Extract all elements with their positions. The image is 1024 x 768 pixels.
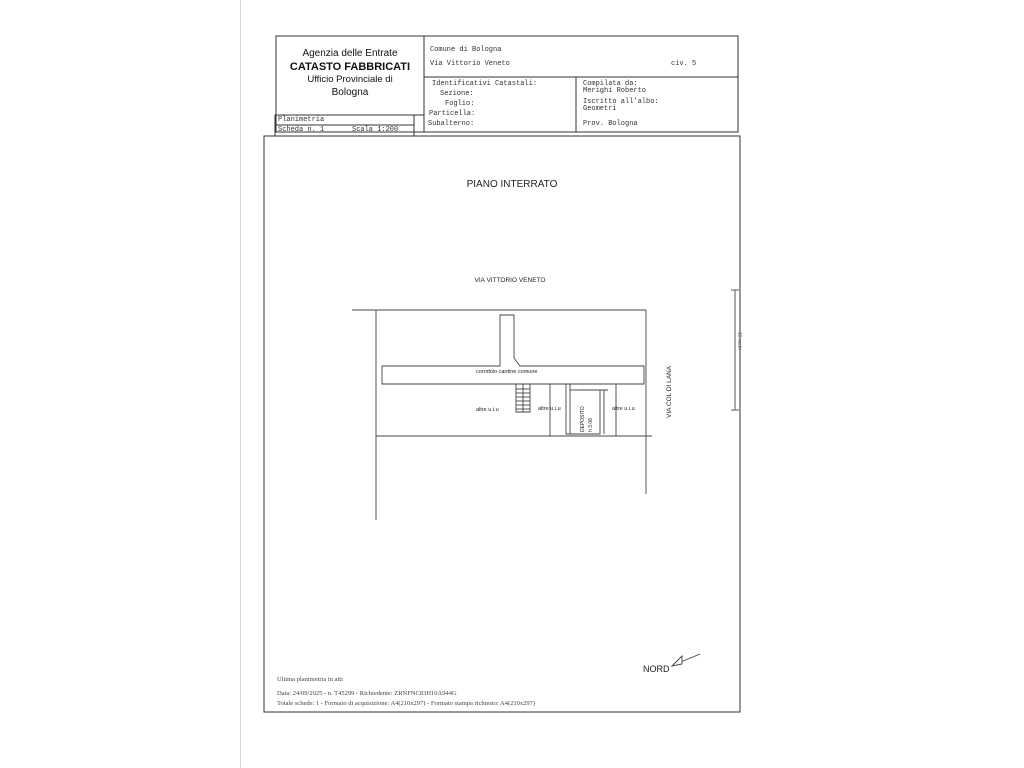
prov-label: Prov. Bologna <box>583 120 638 128</box>
foglio-label: Foglio: <box>445 100 475 108</box>
floor-title: PIANO INTERRATO <box>466 179 558 190</box>
scheda-label: Scheda n. 1 <box>278 126 325 134</box>
planimetria-label: Planimetria <box>278 116 325 124</box>
compilata-label: Compilata da: <box>583 80 638 88</box>
catasto-title: CATASTO FABBRICATI <box>289 61 411 73</box>
scale-bar-label: 10 metri <box>736 332 742 351</box>
civico-label: civ. 5 <box>671 60 697 68</box>
footer-last-plan: Ultima planimetria in atti <box>277 676 343 683</box>
street-top-label: VIA VITTORIO VENETO <box>474 277 546 284</box>
particella-label: Particella: <box>429 110 476 118</box>
altre-uiu-left: altre u.i.u <box>476 407 499 413</box>
sezione-label: Sezione: <box>440 90 474 98</box>
floor-plan <box>352 290 739 666</box>
altre-uiu-middle: altre u.i.u <box>538 406 561 412</box>
subalterno-label: Subalterno: <box>428 120 475 128</box>
albo-value: Geometri <box>583 105 617 113</box>
footer-request: Data: 24/09/2025 - n. T45299 - Richiedente: ZRNFNC83H10A944G <box>277 690 457 697</box>
north-arrow-head <box>672 656 682 666</box>
compiler-name: Merighi Roberto <box>583 87 647 95</box>
iscritto-label: Iscritto all'albo: <box>583 98 659 106</box>
via-label: Via Vittorio Veneto <box>430 60 510 68</box>
street-side-label: VIA COL DI LANA <box>666 365 673 418</box>
scala-label: Scala 1:200 <box>352 126 399 134</box>
deposito-height: h 3.08 <box>588 418 594 432</box>
office-city: Bologna <box>331 87 369 98</box>
north-label: NORD <box>643 664 670 674</box>
deposito-label: DEPOSITO <box>580 406 586 432</box>
agency-name: Agenzia delle Entrate <box>302 48 398 59</box>
comune-label: Comune di Bologna <box>430 46 502 54</box>
altre-uiu-right: altre u.i.u <box>612 406 635 412</box>
identifiers-title: Identificativi Catastali: <box>432 80 538 88</box>
office-name: Ufficio Provinciale di <box>307 74 393 85</box>
footer-format: Totale schede: 1 - Formato di acquisizione: A4(210x297) - Formato stampa richiesto: A4(210x297) <box>277 700 536 707</box>
drawing-frame <box>264 136 740 712</box>
corridor-label: corridoio cantine comune <box>476 369 538 375</box>
